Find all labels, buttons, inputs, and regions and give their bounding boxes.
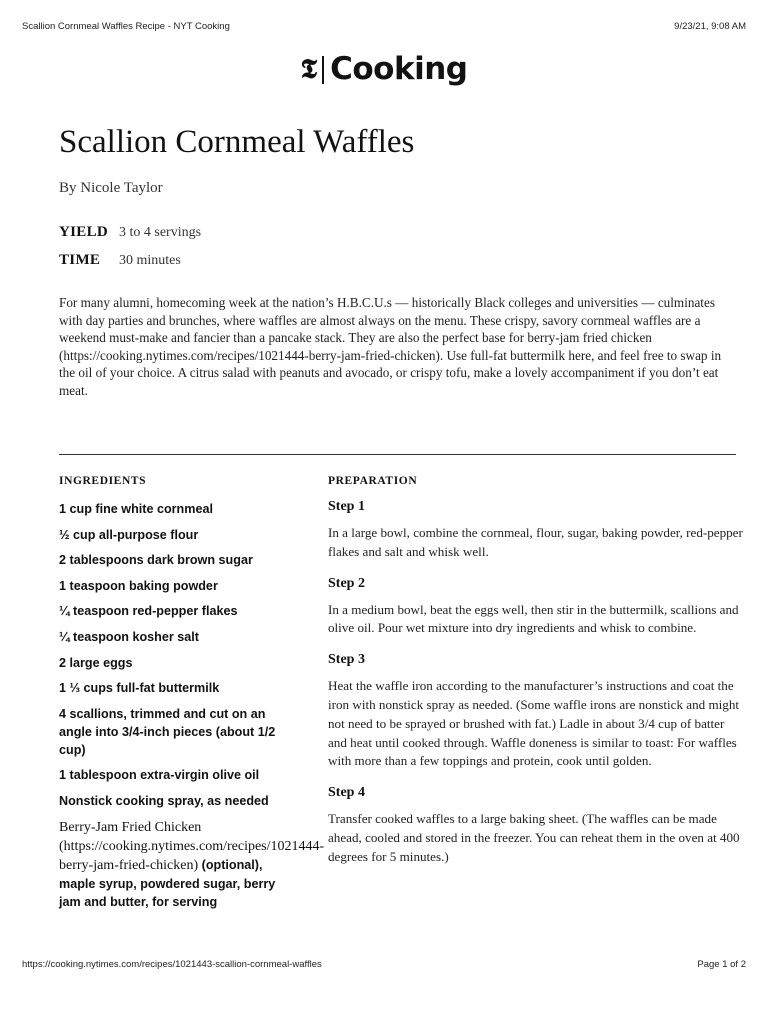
step-label: Step 2	[328, 575, 365, 591]
time-value: 30 minutes	[119, 253, 181, 268]
preparation-heading: PREPARATION	[328, 475, 418, 487]
ingredient-item: ½ cup all-purpose flour	[59, 527, 199, 542]
step-label: Step 4	[328, 785, 365, 801]
yield-row	[59, 224, 201, 241]
ingredients-list	[59, 500, 325, 918]
step-text: In a medium bowl, beat the eggs well, then stir in the buttermilk, scallions and olive oil. Pour wet mixture into dry ingredients and whisk to combine.	[328, 601, 739, 636]
step-label: Step 1	[328, 499, 365, 514]
ingredient-item: Nonstick cooking spray, as needed	[59, 793, 269, 808]
time-label: TIME	[59, 252, 101, 268]
print-footer	[22, 959, 746, 970]
step-text: Heat the waffle iron according to the manufacturer’s instructions and coat the iron with nonstick spray as needed. (Some waffle irons are nonstick and might not need to be sprayed or brushed with fat.) Ladle in about 3/4 cup of batter and heat until cooked through. Waffle doneness is similar to toast: For waffles with more than a few toppings and protein, cook until golden.	[328, 678, 740, 769]
step	[328, 651, 743, 771]
yield-value: 3 to 4 servings	[119, 225, 202, 240]
step	[328, 784, 743, 866]
recipe-title: Scallion Cornmeal Waffles	[59, 124, 415, 160]
ingredient-item: 1 ⅓ cups full-fat buttermilk	[59, 681, 220, 696]
step-label: Step 3	[328, 652, 365, 668]
cooking-wordmark: Cooking	[330, 51, 468, 87]
print-header	[22, 21, 746, 32]
ingredient-item: ¼ teaspoon kosher salt	[59, 629, 199, 644]
ingredient-serving-text: (optional), maple syrup, powdered sugar, berry jam and butter, for serving	[59, 857, 276, 909]
berry-jam-chicken-link[interactable]: Berry-Jam Fried Chicken (https://cooking.nytimes.com/recipes/1021444-berry-jam-fried-chicken)	[59, 819, 325, 873]
print-url[interactable]: https://cooking.nytimes.com/recipes/1021443-scallion-cornmeal-waffles	[22, 959, 322, 970]
preparation-steps	[328, 498, 743, 880]
ingredient-item: ¼ teaspoon red-pepper flakes	[59, 604, 238, 619]
step	[328, 575, 743, 639]
nyt-t-logo-icon: 𝕿	[300, 54, 318, 85]
step-text: In a large bowl, combine the cornmeal, flour, sugar, baking powder, red-pepper flakes and salt and whisk well.	[328, 525, 743, 559]
time-row	[59, 252, 181, 269]
ingredient-item: 4 scallions, trimmed and cut on an angle into 3/4-inch pieces (about 1/2 cup)	[59, 706, 276, 757]
ingredients-heading: INGREDIENTS	[59, 475, 147, 487]
ingredient-item: 2 tablespoons dark brown sugar	[59, 553, 253, 568]
ingredient-item-serving	[59, 818, 325, 911]
page-number: Page 1 of 2	[697, 959, 746, 970]
ingredient-item: 1 teaspoon baking powder	[59, 578, 218, 593]
yield-label: YIELD	[59, 224, 109, 240]
print-date: 9/23/21, 9:08 AM	[674, 21, 746, 32]
step	[328, 498, 743, 562]
recipe-byline[interactable]: By Nicole Taylor	[59, 180, 163, 196]
section-divider	[59, 454, 736, 455]
ingredient-item: 1 cup fine white cornmeal	[59, 502, 213, 516]
step-text: Transfer cooked waffles to a large baking sheet. (The waffles can be made ahead, cooled and stored in the freezer. You can reheat them in the oven at 400 degrees for 5 minutes.)	[328, 811, 740, 864]
logo-divider	[322, 56, 324, 84]
ingredient-item: 1 tablespoon extra-virgin olive oil	[59, 768, 260, 783]
nyt-cooking-logo[interactable]	[0, 51, 768, 87]
recipe-intro: For many alumni, homecoming week at the nation’s H.B.C.U.s — historically Black colleges and universities — culminates with day parties and brunches, where waffles are almost always on the menu. These crispy, savory cornmeal waffles are a weekend must-make and fancier than a pancake stack. They are also the perfect base for berry-jam fried chicken (https://cooking.nytimes.com/recipes/1021444-berry-jam-fried-chicken). Use full-fat buttermilk here, and feel free to swap in the oil of your choice. A citrus salad with peanuts and avocado, or crispy tofu, make a lovely accompaniment if you don’t eat meat.	[59, 295, 722, 398]
ingredient-item: 2 large eggs	[59, 655, 133, 670]
print-page-title: Scallion Cornmeal Waffles Recipe - NYT Cooking	[22, 21, 230, 32]
